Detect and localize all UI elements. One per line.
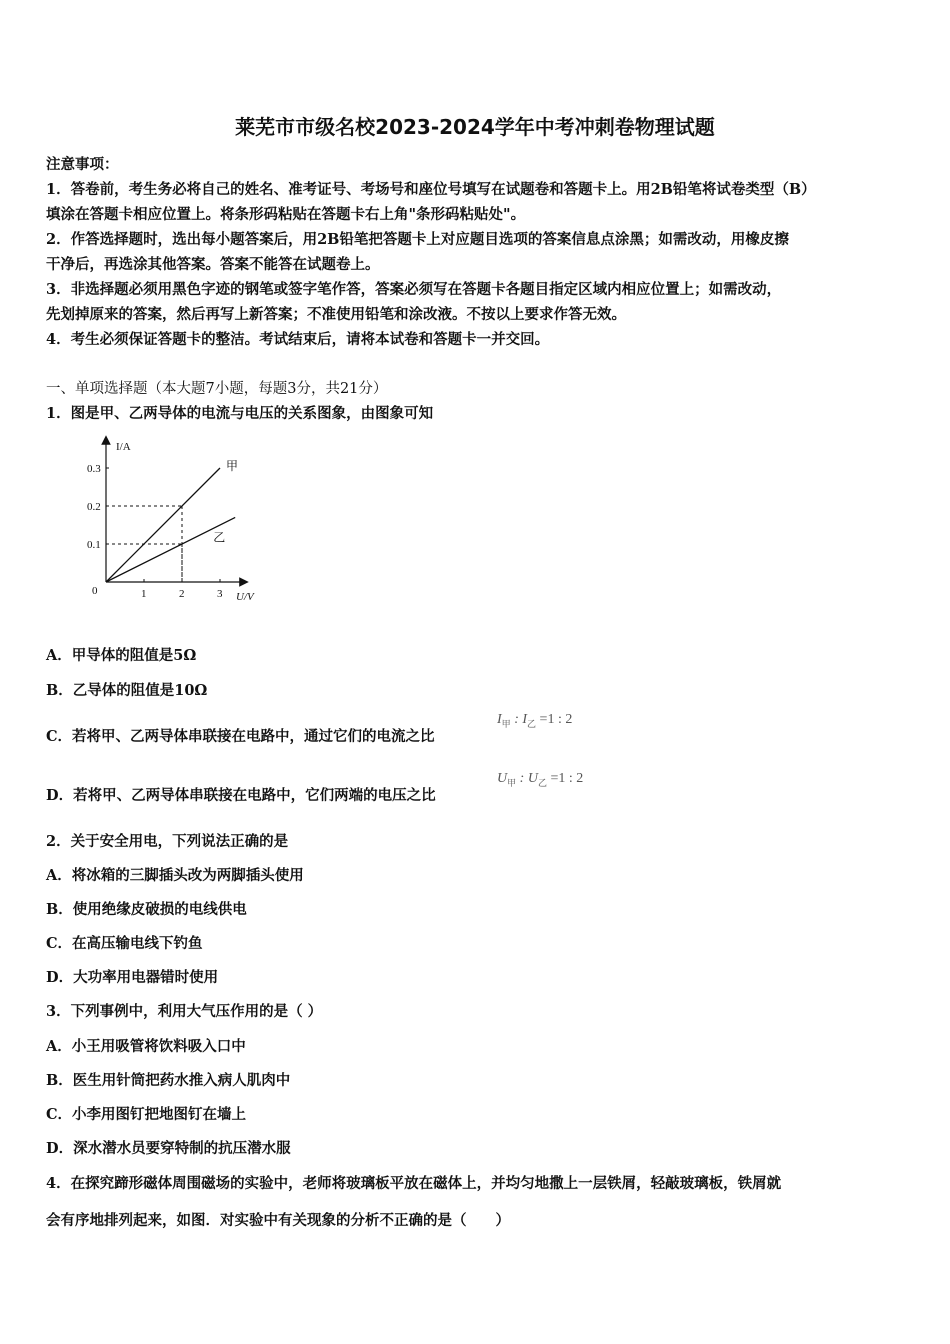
question-1-stem: 1．图是甲、乙两导体的电流与电压的关系图象，由图象可知: [46, 405, 434, 422]
x-tick-label: 2: [179, 588, 185, 600]
iv-chart: [84, 432, 284, 612]
x-tick-label: 3: [217, 588, 223, 600]
notice-line: 干净后，再选涂其他答案。答案不能答在试题卷上。: [46, 256, 380, 273]
current-ratio-formula: $I_甲$ : $I_乙 =1$ : 2: [497, 712, 573, 729]
series-label: 甲: [226, 459, 239, 473]
y-tick-label: 0.1: [87, 539, 101, 551]
question-2-option: D．大功率用电器错时使用: [46, 969, 219, 986]
notice-line: 4．考生必须保证答题卡的整洁。考试结束后，请将本试卷和答题卡一并交回。: [46, 331, 550, 348]
question-2-stem: 2．关于安全用电，下列说法正确的是: [46, 833, 289, 850]
notice-line: 先划掉原来的答案，然后再写上新答案；不准使用铅笔和涂改液。不按以上要求作答无效。: [46, 306, 626, 323]
voltage-ratio-formula: $U_甲$ : $U_乙 =1$ : 2: [497, 771, 584, 788]
section-heading: 一、单项选择题（本大题7小题，每题3分，共21分）: [46, 381, 388, 397]
question-1-option-b: B．乙导体的阻值是10Ω: [46, 682, 208, 699]
y-axis-label: I/A: [116, 441, 131, 453]
series-line: [106, 468, 220, 582]
question-1-option-c: C．若将甲、乙两导体串联接在电路中，通过它们的电流之比: [46, 728, 435, 745]
notice-line: 填涂在答题卡相应位置上。将条形码粘贴在答题卡右上角"条形码粘贴处"。: [46, 206, 526, 223]
question-3-stem: 3．下列事例中，利用大气压作用的是（ ）: [46, 1003, 323, 1020]
origin-label: 0: [92, 585, 98, 597]
question-1-option-a: A．甲导体的阻值是5Ω: [46, 647, 197, 664]
question-2-option: A．将冰箱的三脚插头改为两脚插头使用: [46, 867, 304, 884]
question-4-line: 会有序地排列起来，如图．对实验中有关现象的分析不正确的是（ ）: [46, 1212, 510, 1229]
y-tick-label: 0.3: [87, 463, 101, 475]
x-axis-label: U/V: [236, 591, 254, 603]
question-3-option: D．深水潜水员要穿特制的抗压潜水服: [46, 1140, 291, 1157]
question-1-option-d: D．若将甲、乙两导体串联接在电路中，它们两端的电压之比: [46, 787, 436, 804]
question-2-option: B．使用绝缘皮破损的电线供电: [46, 901, 247, 918]
x-tick-label: 1: [141, 588, 147, 600]
notice-heading: 注意事项：: [46, 156, 119, 173]
question-3-option: A．小王用吸管将饮料吸入口中: [46, 1038, 246, 1055]
page-title: 莱芜市市级名校2023-2024学年中考冲刺卷物理试题: [235, 115, 715, 139]
question-3-option: B．医生用针筒把药水推入病人肌肉中: [46, 1072, 291, 1089]
notice-line: 2．作答选择题时，选出每小题答案后，用2B铅笔把答题卡上对应题目选项的答案信息点涂黑；如需改动，用橡皮擦: [46, 231, 789, 248]
series-line: [106, 517, 235, 582]
question-3-option: C．小李用图钉把地图钉在墙上: [46, 1106, 247, 1123]
notice-line: 1．答卷前，考生务必将自己的姓名、准考证号、考场号和座位号填写在试题卷和答题卡上。用2B铅笔将试卷类型（B）: [46, 181, 816, 198]
y-tick-label: 0.2: [87, 501, 101, 513]
question-4-line: 4．在探究蹄形磁体周围磁场的实验中，老师将玻璃板平放在磁体上，并均匀地撒上一层铁屑，轻敲玻璃板，铁屑就: [46, 1175, 782, 1192]
series-label: 乙: [213, 530, 226, 545]
notice-line: 3．非选择题必须用黑色字迹的钢笔或签字笔作答，答案必须写在答题卡各题目指定区域内相应位置上；如需改动，: [46, 281, 782, 298]
question-2-option: C．在高压输电线下钓鱼: [46, 935, 203, 952]
